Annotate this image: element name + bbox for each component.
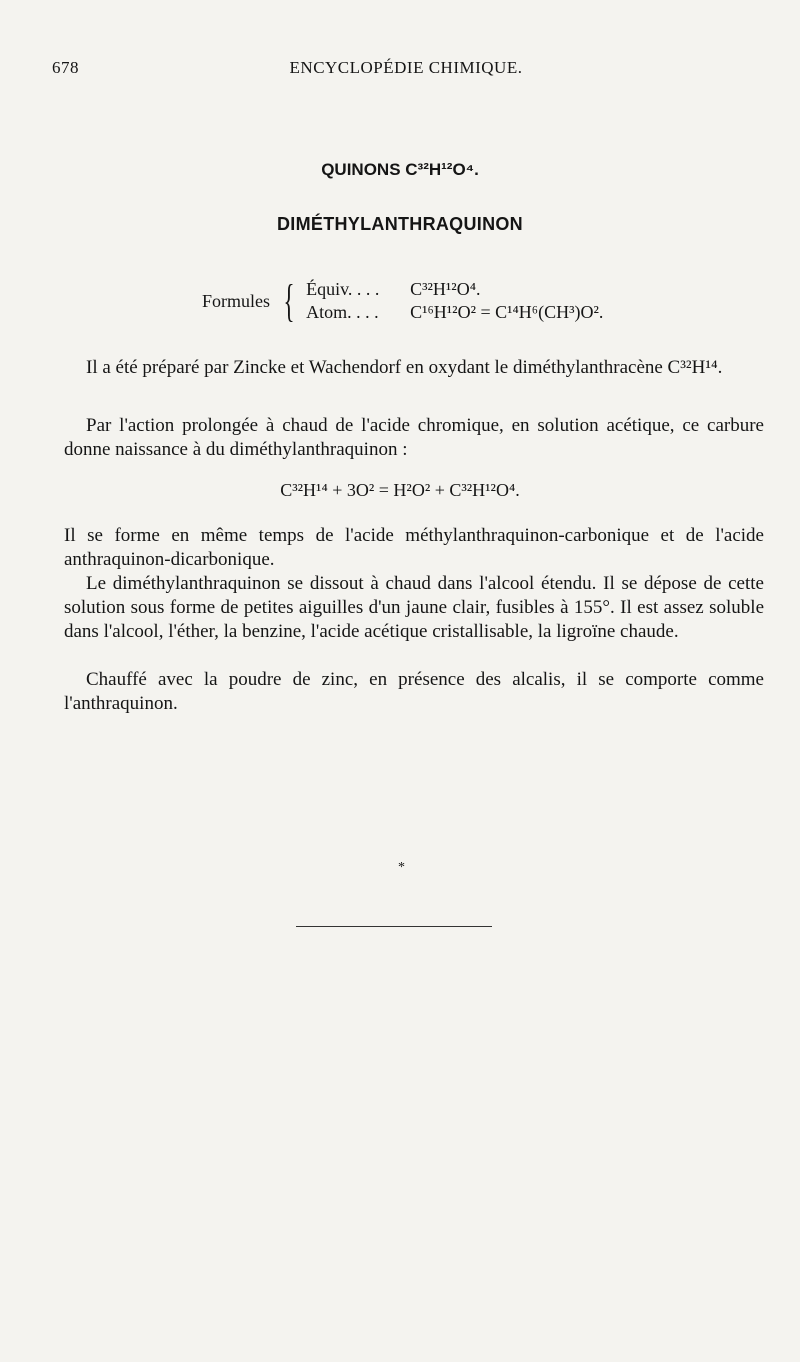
ornament-mark: * xyxy=(398,860,405,875)
paragraph-byproducts: Il se forme en même temps de l'acide méthylanthraquinon-carbonique et de l'acide anthraquinon-dicarbonique. xyxy=(64,525,764,570)
paragraph-zinc: Chauffé avec la poudre de zinc, en présence des alcalis, il se comporte comme l'anthraquinon. xyxy=(64,669,764,714)
paragraph-properties: Le diméthylanthraquinon se dissout à chaud dans l'alcool étendu. Il se dépose de cette solution sous forme de petites aiguilles d'un jaune clair, fusibles à 155°. Il est assez soluble dans l'alcool, l'éther, la benzine, l'acide acétique cristallisable, la ligroïne chaude. xyxy=(64,573,764,642)
formula-row-equiv xyxy=(306,279,603,300)
page-header xyxy=(52,58,760,78)
section-divider xyxy=(296,926,492,927)
running-title: ENCYCLOPÉDIE CHIMIQUE. xyxy=(289,58,523,77)
paragraph-preparation: Il a été préparé par Zincke et Wachendorf en oxydant le diméthylanthracène C³²H¹⁴. xyxy=(86,357,723,378)
formula-row-value: C¹⁶H¹²O² = C¹⁴H⁶(CH³)O². xyxy=(410,302,604,322)
formula-row-atom xyxy=(306,302,603,323)
brace-symbol: { xyxy=(283,275,295,326)
compound-title: DIMÉTHYLANTHRAQUINON xyxy=(277,214,523,234)
page-number: 678 xyxy=(52,58,79,77)
formulas-label: Formules xyxy=(202,290,271,311)
formula-block xyxy=(202,275,604,326)
formula-row-label: Équiv. . . . xyxy=(306,279,380,299)
paragraph-chromic-acid: Par l'action prolongée à chaud de l'acide chromique, en solution acétique, ce carbure donne naissance à du diméthylanthraquinon : xyxy=(64,415,764,460)
formula-row-value: C³²H¹²O⁴. xyxy=(410,279,481,299)
section-title: QUINONS C³²H¹²O⁴. xyxy=(321,160,479,179)
reaction-equation: C³²H¹⁴ + 3O² = H²O² + C³²H¹²O⁴. xyxy=(280,480,520,500)
formula-row-label: Atom. . . . xyxy=(306,302,379,322)
